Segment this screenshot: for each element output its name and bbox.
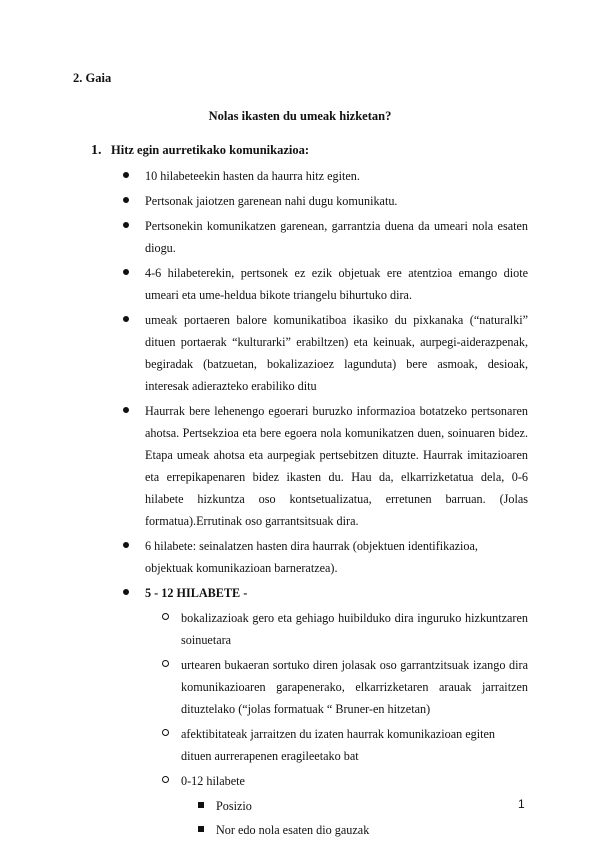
- hollow-circle-bullet-icon: [162, 729, 169, 736]
- section-heading: [91, 143, 309, 159]
- heading-text: Hitz egin aurretikako komunikazioa:: [111, 143, 310, 157]
- page-number: 1: [518, 797, 525, 811]
- sub-list-item: afektibitateak jarraitzen du izaten haurrak komunikazioan egiten dituen aurrerapenen eragileetako bat: [181, 722, 528, 769]
- heading-number: 1.: [91, 143, 102, 158]
- list-item: Haurrak bere lehenengo egoerari buruzko informazioa botatzeko pertsonaren ahotsa. Pertsekzioa eta bere egoera nola komunikatzen duen, soinuaren bidez. Etapa umeak ahotsa eta aurpegiak pertsebitzen dituzte. Haurrak imitazioaren eta errepikapenaren bidez ikasten du. Hau da, elkarrizketatua dela, 0-6 hilabete hizkuntza oso kontsetualizatua, erretunen barruan. (Jolas formatua).Errutinak oso garrantsitsuak dira.: [145, 399, 528, 534]
- section-label: 2. Gaia: [73, 71, 112, 85]
- list-item: 4-6 hilabeterekin, pertsonek ez ezik objetuak ere atentzioa emango diote umeari eta ume-heldua bikote triangelu bihurtuko dira.: [145, 261, 528, 308]
- bullet-dot-icon: [123, 222, 129, 228]
- square-bullet-icon: [198, 826, 204, 832]
- list-item: Pertsonekin komunikatzen garenean, garrantzia duena da umeari nola esaten diogu.: [145, 214, 528, 261]
- bullet-dot-icon: [123, 407, 129, 413]
- sub-list-item: 0-12 hilabete: [181, 769, 528, 794]
- sub-list-item: bokalizazioak gero eta gehiago huibilduko dira inguruko hizkuntzaren soinuetara: [181, 606, 528, 653]
- bullet-list: [0, 164, 600, 842]
- list-item: 10 hilabeteekin hasten da haurra hitz egiten.: [145, 164, 528, 189]
- bullet-dot-icon: [123, 542, 129, 548]
- sub-sub-list-item: Posizio: [216, 794, 528, 818]
- list-item: umeak portaeren balore komunikatiboa ikasiko du pixkanaka (“naturalki” dituen portaerak “kulturarki” erabiltzen) eta keinuak, aurpegi-aiderazpenak, begiradak (batzuetan, bokalizazioez lagunduta) bere asmoak, desioak, interesak adierazteko erabiliko ditu: [145, 308, 528, 399]
- hollow-circle-bullet-icon: [162, 613, 169, 620]
- hollow-circle-bullet-icon: [162, 660, 169, 667]
- list-item: 6 hilabete: seinalatzen hasten dira haurrak (objektuen identifikazioa, objektuak komunikazioan barneratzea).: [145, 534, 528, 581]
- bullet-dot-icon: [123, 269, 129, 275]
- sub-list-item: urtearen bukaeran sortuko diren jolasak oso garrantzitsuak izango dira komunikazioaren garapenerako, elkarrizketaren arauak jarraitzen dituztelako (“jolas formatuak “ Bruner-en hitzetan): [181, 653, 528, 722]
- bullet-dot-icon: [123, 197, 129, 203]
- bullet-dot-icon: [123, 316, 129, 322]
- sub-sub-list-item: Nor edo nola esaten dio gauzak: [216, 818, 528, 842]
- age-heading-item: 5 - 12 HILABETE -: [145, 581, 528, 606]
- square-bullet-icon: [198, 802, 204, 808]
- hollow-circle-bullet-icon: [162, 776, 169, 783]
- bullet-dot-icon: [123, 589, 129, 595]
- bullet-dot-icon: [123, 172, 129, 178]
- list-item: Pertsonak jaiotzen garenean nahi dugu komunikatu.: [145, 189, 528, 214]
- page-title: Nolas ikasten du umeak hizketan?: [208, 109, 392, 123]
